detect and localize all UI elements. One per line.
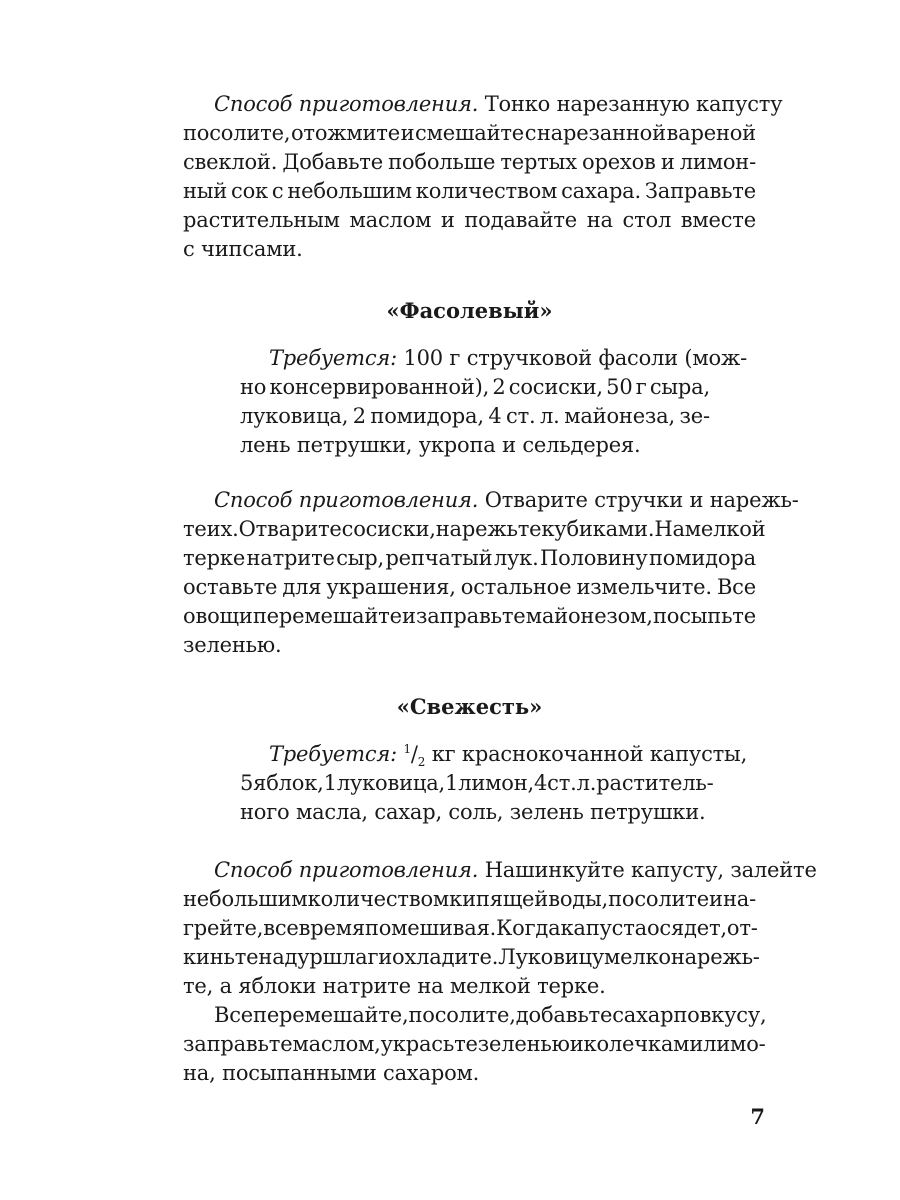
word: мелко bbox=[603, 945, 671, 969]
word: все bbox=[263, 916, 299, 940]
ingredients-lead: Требуется: bbox=[269, 346, 397, 370]
word: те bbox=[183, 517, 207, 541]
word: нарежь- bbox=[670, 945, 760, 969]
word: смешайте bbox=[415, 121, 525, 145]
word: посолите bbox=[608, 887, 709, 911]
word: сахар bbox=[612, 1003, 674, 1027]
text-line: зеленью. bbox=[183, 633, 282, 657]
word: 4 bbox=[488, 404, 502, 428]
text-line bbox=[183, 486, 799, 515]
word: мелкой bbox=[684, 517, 766, 541]
word: для bbox=[282, 575, 322, 599]
fraction: $^1/_2$ bbox=[403, 742, 426, 770]
word: ный bbox=[183, 179, 228, 203]
word: остальное bbox=[460, 575, 572, 599]
word: и bbox=[440, 208, 455, 232]
word: украсьте bbox=[380, 1032, 478, 1056]
ingredients-block bbox=[240, 344, 748, 460]
word: ст. bbox=[547, 771, 577, 795]
word: стол bbox=[622, 208, 672, 232]
word: перемешайте bbox=[252, 604, 402, 628]
text-line: с чипсами. bbox=[183, 237, 303, 261]
word: На bbox=[654, 517, 685, 541]
text-line bbox=[183, 914, 756, 943]
word: Отварите bbox=[238, 517, 342, 541]
word: измельчите. bbox=[576, 575, 712, 599]
ingredients-lead: Требуется: bbox=[269, 742, 397, 766]
word: сахара. bbox=[561, 179, 641, 203]
word: нарежьте bbox=[435, 517, 542, 541]
word: лимон, bbox=[458, 771, 534, 795]
word: кубиками. bbox=[541, 517, 655, 541]
word: помидора bbox=[649, 546, 756, 570]
ingredients-block bbox=[240, 740, 748, 827]
word: л. bbox=[540, 404, 560, 428]
text-line bbox=[183, 1001, 767, 1030]
word: вкусу, bbox=[699, 1003, 767, 1027]
word: помидора, bbox=[370, 404, 484, 428]
text-line: ного масла, сахар, соль, зелень петрушки. bbox=[240, 800, 706, 824]
word: количеством bbox=[415, 179, 558, 203]
word: 50 bbox=[606, 375, 633, 399]
word: по bbox=[673, 1003, 700, 1027]
word: Когда bbox=[496, 916, 561, 940]
word: овощи bbox=[183, 604, 253, 628]
recipe-title: «Фасолевый» bbox=[386, 298, 553, 323]
word: терке bbox=[183, 546, 246, 570]
word: зе- bbox=[679, 404, 710, 428]
word: колечками bbox=[583, 1032, 704, 1056]
text-line bbox=[240, 769, 714, 798]
word: и bbox=[660, 150, 675, 174]
word: с bbox=[524, 121, 537, 145]
word: натрите bbox=[246, 546, 335, 570]
page-number: 7 bbox=[750, 1104, 765, 1129]
word: сыра, bbox=[649, 375, 710, 399]
word: от- bbox=[726, 916, 758, 940]
word: украшения, bbox=[326, 575, 456, 599]
text-fragment: Отварите стручки и нарежь- bbox=[484, 488, 799, 512]
method-lead: Способ приготовления. bbox=[214, 488, 479, 512]
word: посолите, bbox=[408, 1003, 516, 1027]
word: Все bbox=[716, 575, 756, 599]
word: но bbox=[240, 375, 267, 399]
word: л. bbox=[576, 771, 597, 795]
text-line: лень петрушки, укропа и сельдерея. bbox=[240, 433, 641, 457]
word: с bbox=[271, 179, 284, 203]
word: Заправьте bbox=[644, 179, 756, 203]
word: небольшим bbox=[183, 887, 308, 911]
text-line bbox=[183, 544, 756, 573]
word: майонезом, bbox=[525, 604, 653, 628]
word: и bbox=[400, 121, 415, 145]
word: свеклой. bbox=[183, 150, 278, 174]
word: и bbox=[402, 604, 416, 628]
word: консервированной), bbox=[269, 375, 490, 399]
text-line bbox=[183, 943, 760, 972]
word: нарезанной bbox=[536, 121, 666, 145]
word: отожмите bbox=[290, 121, 400, 145]
fraction-denominator: 2 bbox=[417, 755, 426, 770]
text-line bbox=[240, 344, 748, 373]
fraction-numerator: 1 bbox=[403, 742, 411, 756]
method-paragraph bbox=[183, 486, 799, 660]
text-line bbox=[183, 177, 756, 206]
word: сосиски, bbox=[341, 517, 436, 541]
word: майонеза, bbox=[564, 404, 675, 428]
word: на bbox=[258, 945, 285, 969]
word: киньте bbox=[183, 945, 259, 969]
text-line: на, посыпанными сахаром. bbox=[183, 1061, 480, 1085]
word: тертых bbox=[500, 150, 577, 174]
word: зеленью bbox=[477, 1032, 570, 1056]
word: лук. bbox=[493, 546, 539, 570]
word: 2 bbox=[352, 404, 366, 428]
word: помешивая. bbox=[364, 916, 497, 940]
text-line: те, а яблоки натрите на мелкой терке. bbox=[183, 974, 606, 998]
word: луковица, bbox=[336, 771, 446, 795]
method-lead: Способ приготовления. bbox=[214, 92, 479, 116]
word: репчатый bbox=[385, 546, 493, 570]
word: Луковицу bbox=[498, 945, 604, 969]
word: время bbox=[298, 916, 365, 940]
word: Половину bbox=[540, 546, 648, 570]
word: капуста bbox=[560, 916, 647, 940]
text-line bbox=[183, 148, 756, 177]
word: заправьте bbox=[416, 604, 526, 628]
word: побольше bbox=[388, 150, 496, 174]
word: посолите, bbox=[183, 121, 291, 145]
word: Все bbox=[214, 1003, 254, 1027]
word: дуршлаг bbox=[284, 945, 379, 969]
text-line bbox=[183, 573, 756, 602]
word: их. bbox=[206, 517, 239, 541]
word: добавьте bbox=[515, 1003, 613, 1027]
word: вареной bbox=[666, 121, 756, 145]
word: воды, bbox=[548, 887, 608, 911]
word: 2 bbox=[492, 375, 506, 399]
method-lead: Способ приготовления. bbox=[214, 858, 479, 882]
text-line bbox=[183, 90, 783, 119]
word: раститель- bbox=[596, 771, 714, 795]
word: осядет, bbox=[646, 916, 727, 940]
text-line bbox=[183, 206, 756, 235]
word: 1 bbox=[323, 771, 337, 795]
word: сосиски, bbox=[508, 375, 603, 399]
word: и bbox=[709, 887, 723, 911]
word: заправьте bbox=[183, 1032, 293, 1056]
word: кипящей bbox=[449, 887, 549, 911]
text-line bbox=[183, 119, 756, 148]
text-line bbox=[183, 1030, 766, 1059]
word: 4 bbox=[533, 771, 548, 795]
text-fragment: 100 г стручковой фасоли (мож- bbox=[403, 346, 748, 370]
word: сок bbox=[231, 179, 268, 203]
word: подавайте bbox=[464, 208, 578, 232]
method-paragraph bbox=[183, 856, 817, 1088]
text-line bbox=[240, 740, 748, 770]
word: растительным bbox=[183, 208, 340, 232]
text-line bbox=[183, 515, 766, 544]
word: сыр, bbox=[336, 546, 384, 570]
word: ст. bbox=[506, 404, 536, 428]
word: на- bbox=[722, 887, 756, 911]
text-line bbox=[183, 602, 756, 631]
word: оставьте bbox=[183, 575, 278, 599]
text-line bbox=[183, 885, 756, 914]
word: и bbox=[378, 945, 393, 969]
word: перемешайте, bbox=[253, 1003, 409, 1027]
word: яблок, bbox=[253, 771, 324, 795]
text-fragment: кг краснокочанной капусты, bbox=[431, 742, 748, 766]
word: охладите. bbox=[392, 945, 499, 969]
word: лимо- bbox=[703, 1032, 766, 1056]
word: Добавьте bbox=[282, 150, 383, 174]
text-line bbox=[240, 373, 710, 402]
word: на bbox=[586, 208, 613, 232]
word: вместе bbox=[680, 208, 756, 232]
word: 1 bbox=[445, 771, 459, 795]
text-line bbox=[240, 402, 710, 431]
word: г bbox=[635, 375, 647, 399]
word: луковица, bbox=[240, 404, 349, 428]
word: 5 bbox=[240, 771, 254, 795]
word: и bbox=[569, 1032, 584, 1056]
recipe-title: «Свежесть» bbox=[396, 694, 543, 719]
word: количеством bbox=[307, 887, 450, 911]
word: орехов bbox=[582, 150, 656, 174]
word: посыпьте bbox=[652, 604, 756, 628]
intro-method-paragraph bbox=[183, 90, 783, 264]
text-fragment: Нашинкуйте капусту, залейте bbox=[484, 858, 817, 882]
text-fragment: Тонко нарезанную капусту bbox=[484, 92, 783, 116]
word: небольшим bbox=[287, 179, 412, 203]
text-line bbox=[183, 856, 817, 885]
word: маслом, bbox=[292, 1032, 381, 1056]
word: грейте, bbox=[183, 916, 264, 940]
word: лимон- bbox=[679, 150, 756, 174]
word: маслом bbox=[349, 208, 432, 232]
